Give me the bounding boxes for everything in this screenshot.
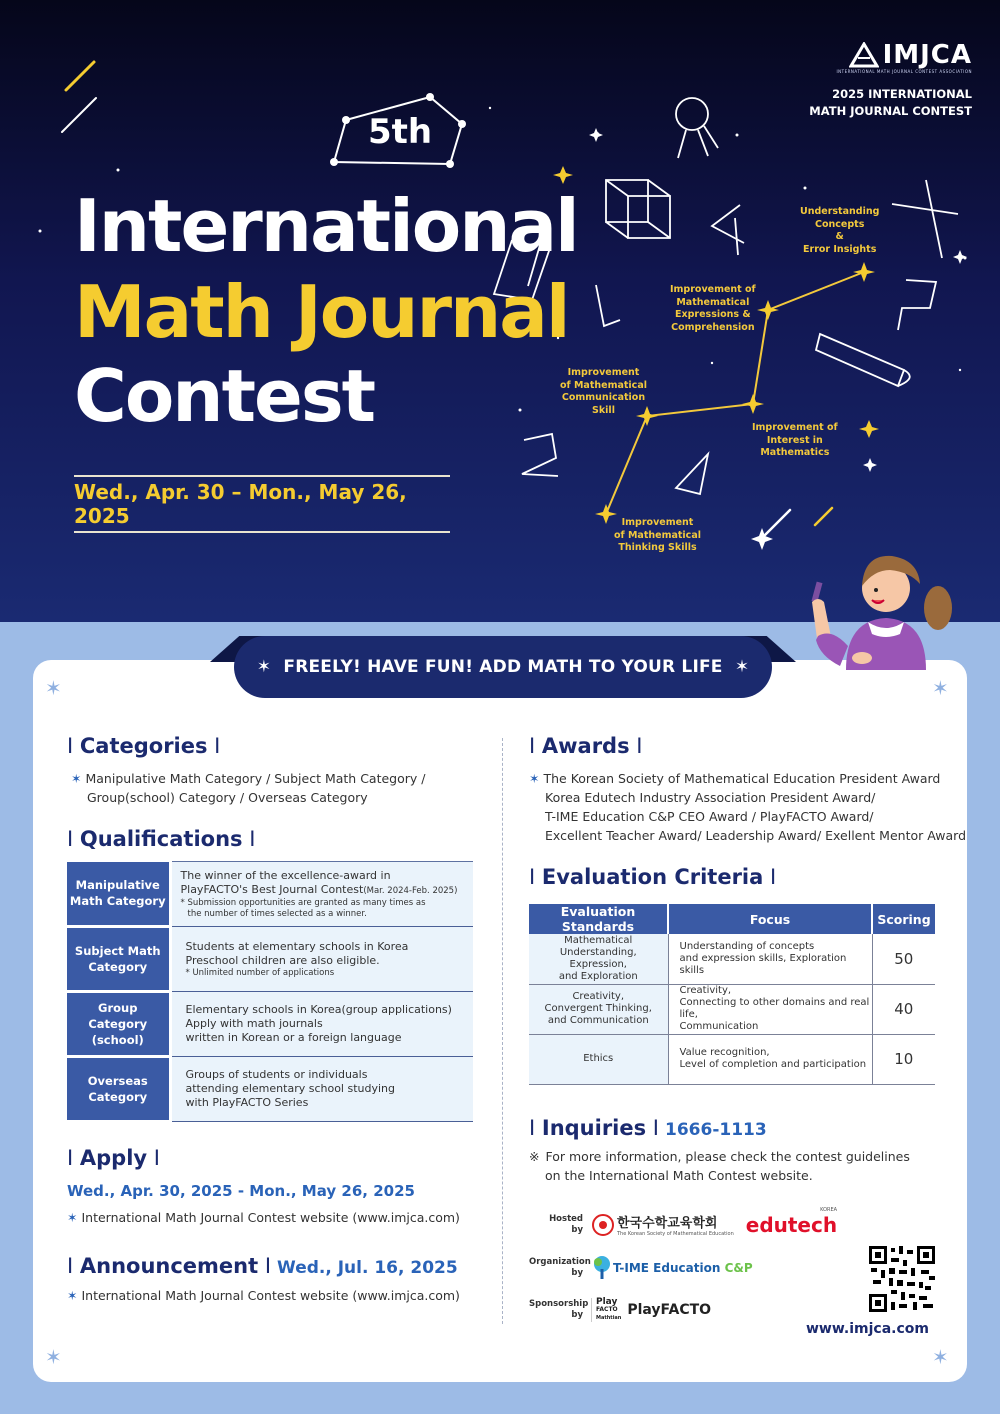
evaluation-table <box>529 904 935 1085</box>
org-label: Organization by <box>529 1257 591 1278</box>
awards-heading: I Awards I <box>529 734 643 758</box>
qual-category: Manipulative Math Category <box>67 862 170 927</box>
qual-detail: The winner of the excellence-award in PlayFACTO's Best Journal Contest(Mar. 2024-Feb. 2025) * Submission opportunities are granted as many times as the number of times selected as a winner. <box>170 862 473 927</box>
label-communication: Improvement of Mathematical Communication Skill <box>560 367 647 416</box>
girl-illustration <box>800 540 960 670</box>
inquiries-text: ※ For more information, please check the contest guidelines on the International Math Contest website. <box>529 1149 910 1183</box>
qual-category: Group Category (school) <box>67 992 170 1057</box>
contest-name-line1: 2025 INTERNATIONAL <box>832 87 972 101</box>
qual-category: Subject Math Category <box>67 927 170 992</box>
qualifications-table <box>67 861 473 1123</box>
categories-text: ✶ Manipulative Math Category / Subject Math Category / Group(school) Category / Overseas Category <box>71 771 426 805</box>
col-header: Scoring <box>872 904 935 934</box>
imjca-logo-icon <box>849 42 879 68</box>
label-thinking: Improvement of Mathematical Thinking Skills <box>614 517 701 553</box>
banner-star-icon: ✶ <box>256 657 284 677</box>
title-line-3: Contest <box>74 354 375 438</box>
inquiries-phone: 1666-1113 <box>665 1120 767 1140</box>
qual-detail: Groups of students or individuals attending elementary school studying with PlayFACTO Series <box>170 1057 473 1122</box>
bullet-star-icon: ✶ <box>71 771 82 786</box>
col-header: Focus <box>668 904 872 934</box>
white-star-icons <box>589 128 967 550</box>
time-education-tree-icon <box>591 1255 613 1281</box>
table-row: Mathematical Understanding, Expression, and Exploration Understanding of concepts and expression skills, Exploration skills 50 <box>529 934 935 984</box>
bullet-star-icon: ✶ <box>67 1210 78 1225</box>
table-row: Ethics Value recognition, Level of completion and participation 10 <box>529 1034 935 1084</box>
contest-date-box <box>74 475 450 533</box>
qual-detail: Elementary schools in Korea(group applications) Apply with math journals written in Korean or a foreign language <box>170 992 473 1057</box>
title-line-2: Math Journal <box>74 270 569 354</box>
announcement-heading: I Announcement I Wed., Jul. 16, 2025 <box>67 1254 458 1278</box>
sponsorship-row <box>529 1298 711 1322</box>
slogan-text: FREELY! HAVE FUN! ADD MATH TO YOUR LIFE <box>283 657 723 677</box>
qual-detail: Students at elementary schools in Korea Preschool children are also eligible. * Unlimited number of applications <box>170 927 473 992</box>
table-row <box>67 1057 473 1122</box>
contest-date: Wed., Apr. 30 – Mon., May 26, 2025 <box>74 480 407 528</box>
col-header: Evaluation Standards <box>529 904 668 934</box>
logo-text: IMJCA <box>882 40 972 70</box>
corner-star-icon: ✶ <box>45 1345 62 1369</box>
hosted-by-row <box>529 1206 838 1237</box>
column-divider <box>502 738 503 1324</box>
bullet-star-icon: ✶ <box>529 771 540 786</box>
table-row <box>67 927 473 992</box>
corner-star-icon: ✶ <box>932 1345 949 1369</box>
label-interest: Improvement of Interest in Mathematics <box>752 422 838 458</box>
playfacto-logo: PlayFACTO <box>627 1302 712 1318</box>
sponsor-label: Sponsorship by <box>529 1299 589 1320</box>
apply-text: ✶ International Math Journal Contest website (www.imjca.com) <box>67 1210 460 1225</box>
table-row: Creativity, Convergent Thinking, and Communication Creativity, Connecting to other domains and real life, Communication 40 <box>529 984 935 1034</box>
announcement-text: ✶ International Math Journal Contest website (www.imjca.com) <box>67 1288 460 1303</box>
bullet-star-icon: ✶ <box>67 1288 78 1303</box>
ksme-logo-icon <box>591 1213 615 1237</box>
announcement-date: Wed., Jul. 16, 2025 <box>277 1258 458 1278</box>
label-understanding: Understanding Concepts & Error Insights <box>800 206 880 255</box>
ksme-logo: 한국수학교육학회 The Korean Society of Mathematical Education <box>617 1216 734 1237</box>
website-link[interactable]: www.imjca.com <box>806 1321 929 1337</box>
corner-star-icon: ✶ <box>932 676 949 700</box>
title-line-1: International <box>74 184 578 268</box>
contest-name <box>809 86 972 120</box>
table-row <box>67 862 473 927</box>
slogan-banner <box>234 636 772 698</box>
evaluation-heading: I Evaluation Criteria I <box>529 865 777 889</box>
awards-text: ✶ The Korean Society of Mathematical Education President Award Korea Edutech Industry Association President Award/ T-IME Education C&P CEO Award / PlayFACTO Award/ Excellent Teacher Award/ Leadership Award/ Exellent Mentor Award <box>529 771 967 843</box>
banner-star-icon: ✶ <box>722 657 750 677</box>
label-expressions: Improvement of Mathematical Expressions & Comprehension <box>670 284 756 333</box>
logo-subtitle: INTERNATIONAL MATH JOURNAL CONTEST ASSOCIATION <box>836 69 972 74</box>
inquiries-heading: I Inquiries I 1666-1113 <box>529 1116 767 1140</box>
apply-heading: I Apply I <box>67 1146 160 1170</box>
edition-label: 5th <box>368 112 433 152</box>
qr-code-icon[interactable] <box>869 1246 935 1312</box>
imjca-logo <box>809 40 972 120</box>
table-header-row <box>529 904 935 934</box>
qual-category: Overseas Category <box>67 1057 170 1122</box>
edutech-logo: edutech KOREA <box>745 1206 838 1237</box>
apply-date: Wed., Apr. 30, 2025 - Mon., May 26, 2025 <box>67 1182 415 1200</box>
qualifications-heading: I Qualifications I <box>67 827 256 851</box>
hero-section <box>0 0 1000 622</box>
organization-row <box>529 1255 753 1281</box>
contest-name-line2: MATH JOURNAL CONTEST <box>809 104 972 118</box>
table-row <box>67 992 473 1057</box>
categories-heading: I Categories I <box>67 734 221 758</box>
hosted-label: Hosted by <box>549 1213 583 1235</box>
time-education-logo: T-IME Education C&P <box>613 1261 753 1275</box>
playfacto-mark: Play FACTO Mathtian <box>591 1298 621 1322</box>
corner-star-icon: ✶ <box>45 676 62 700</box>
